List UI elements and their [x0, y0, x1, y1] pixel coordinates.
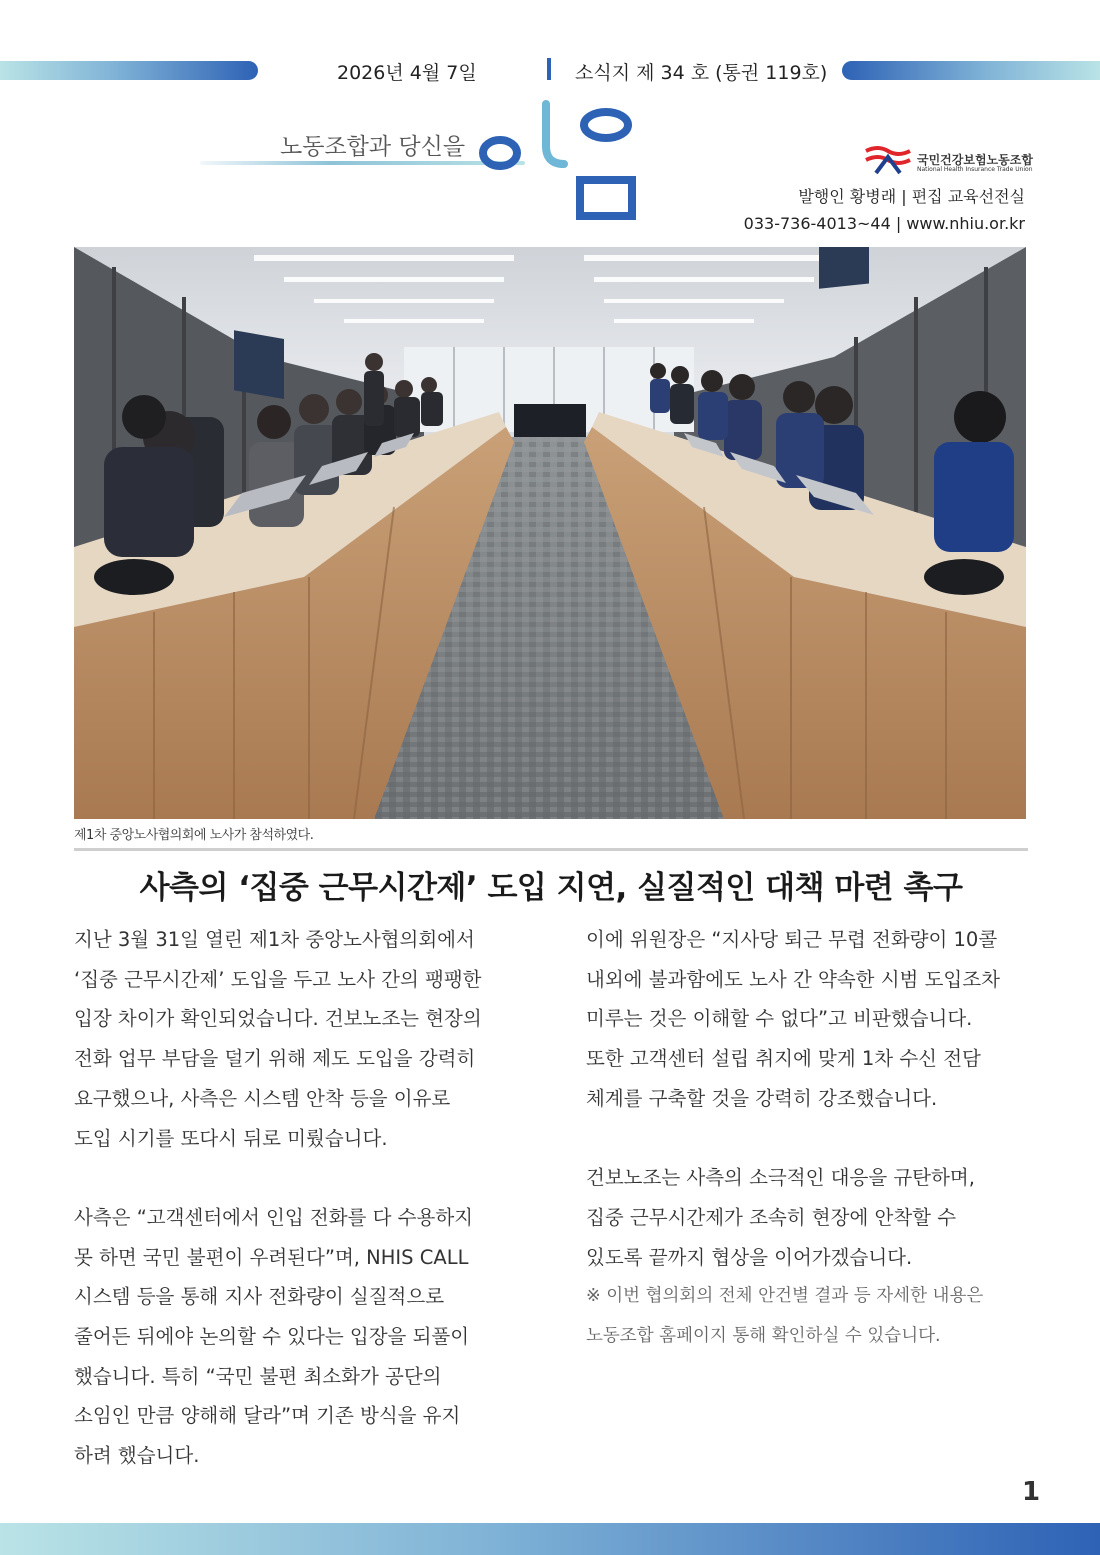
article-line: 입장 차이가 확인되었습니다. 건보노조는 현장의: [74, 1007, 482, 1031]
article-line: 사측은 “고객센터에서 인입 전화를 다 수용하지: [74, 1205, 473, 1229]
article-line: 요구했으나, 사측은 시스템 안착 등을 이유로: [74, 1086, 451, 1110]
org-name-english: National Health Insurance Trade Union: [917, 166, 1033, 173]
note-line: ※ 이번 협의회의 전체 안건별 결과 등 자세한 내용은: [586, 1286, 984, 1307]
article-note: [586, 1277, 1026, 1356]
note-line: 노동조합 홈페이지 통해 확인하실 수 있습니다.: [586, 1326, 941, 1347]
article-line: 이에 위원장은 “지사당 퇴근 무렵 전화량이 10콜: [586, 928, 998, 951]
header-accent-bar-right: [842, 61, 1100, 80]
issue-number: 소식지 제 34 호 (통권 119호): [575, 62, 828, 84]
article-line: 줄어든 뒤에야 논의할 수 있다는 입장을 되풀이: [74, 1325, 470, 1349]
publisher-line: 발행인 황병래 | 편집 교육선전실: [798, 187, 1025, 206]
article-left-column: [74, 920, 514, 1476]
article-line: ‘집중 근무시간제’ 도입을 두고 노사 간의 팽팽한: [74, 967, 482, 991]
contact-line: 033-736-4013~44 | www.nhiu.or.kr: [743, 214, 1025, 233]
article-line: 전화 업무 부담을 덜기 위해 제도 도입을 강력히: [74, 1047, 476, 1071]
header-accent-bar-left: [0, 61, 258, 80]
article-right-column: [586, 920, 1026, 1357]
article-headline: 사측의 ‘집중 근무시간제’ 도입 지연, 실질적인 대책 마련 촉구: [139, 870, 963, 906]
article-line: 체계를 구축할 것을 강력히 강조했습니다.: [586, 1086, 938, 1110]
article-line: 집중 근무시간제가 조속히 현장에 안착할 수: [586, 1205, 957, 1229]
article-line: 지난 3월 31일 열린 제1차 중앙노사협의회에서: [74, 928, 475, 951]
masthead-tagline: 노동조합과 당신을: [280, 134, 466, 160]
page-number: 1: [1022, 1477, 1041, 1507]
article-line: 도입 시기를 또다시 뒤로 미뤘습니다.: [74, 1126, 388, 1150]
org-name-korean: 국민건강보험노동조합: [917, 153, 1033, 167]
headline-divider: [74, 848, 1028, 851]
article-line: 했습니다. 특히 “국민 불편 최소화가 공단의: [74, 1364, 442, 1388]
article-line: 미루는 것은 이해할 수 없다”고 비판했습니다.: [586, 1007, 973, 1031]
footer-accent-bar: [0, 1523, 1100, 1555]
meeting-photo: [74, 247, 1026, 819]
article-line: 못 하면 국민 불편이 우려된다”며, NHIS CALL: [74, 1245, 469, 1269]
article-line: 소임인 만큼 양해해 달라”며 기존 방식을 유지: [74, 1404, 461, 1428]
article-line: 또한 고객센터 설립 취지에 맞게 1차 수신 전담: [586, 1047, 981, 1071]
article-line: 내외에 불과함에도 노사 간 약속한 시범 도입조차: [586, 967, 1000, 991]
article-line: 건보노조는 사측의 소극적인 대응을 규탄하며,: [586, 1166, 975, 1190]
photo-caption: 제1차 중앙노사협의회에 노사가 참석하였다.: [74, 828, 314, 843]
header-separator: [547, 58, 551, 80]
article-line: 하려 했습니다.: [74, 1444, 200, 1468]
article-line: 있도록 끝까지 협상을 이어가겠습니다.: [586, 1245, 913, 1269]
issue-date: 2026년 4월 7일: [337, 62, 477, 84]
union-logo-icon: [862, 143, 914, 177]
article-line: 시스템 등을 통해 지사 전화량이 실질적으로: [74, 1285, 445, 1309]
masthead-logo-word: [476, 98, 656, 226]
